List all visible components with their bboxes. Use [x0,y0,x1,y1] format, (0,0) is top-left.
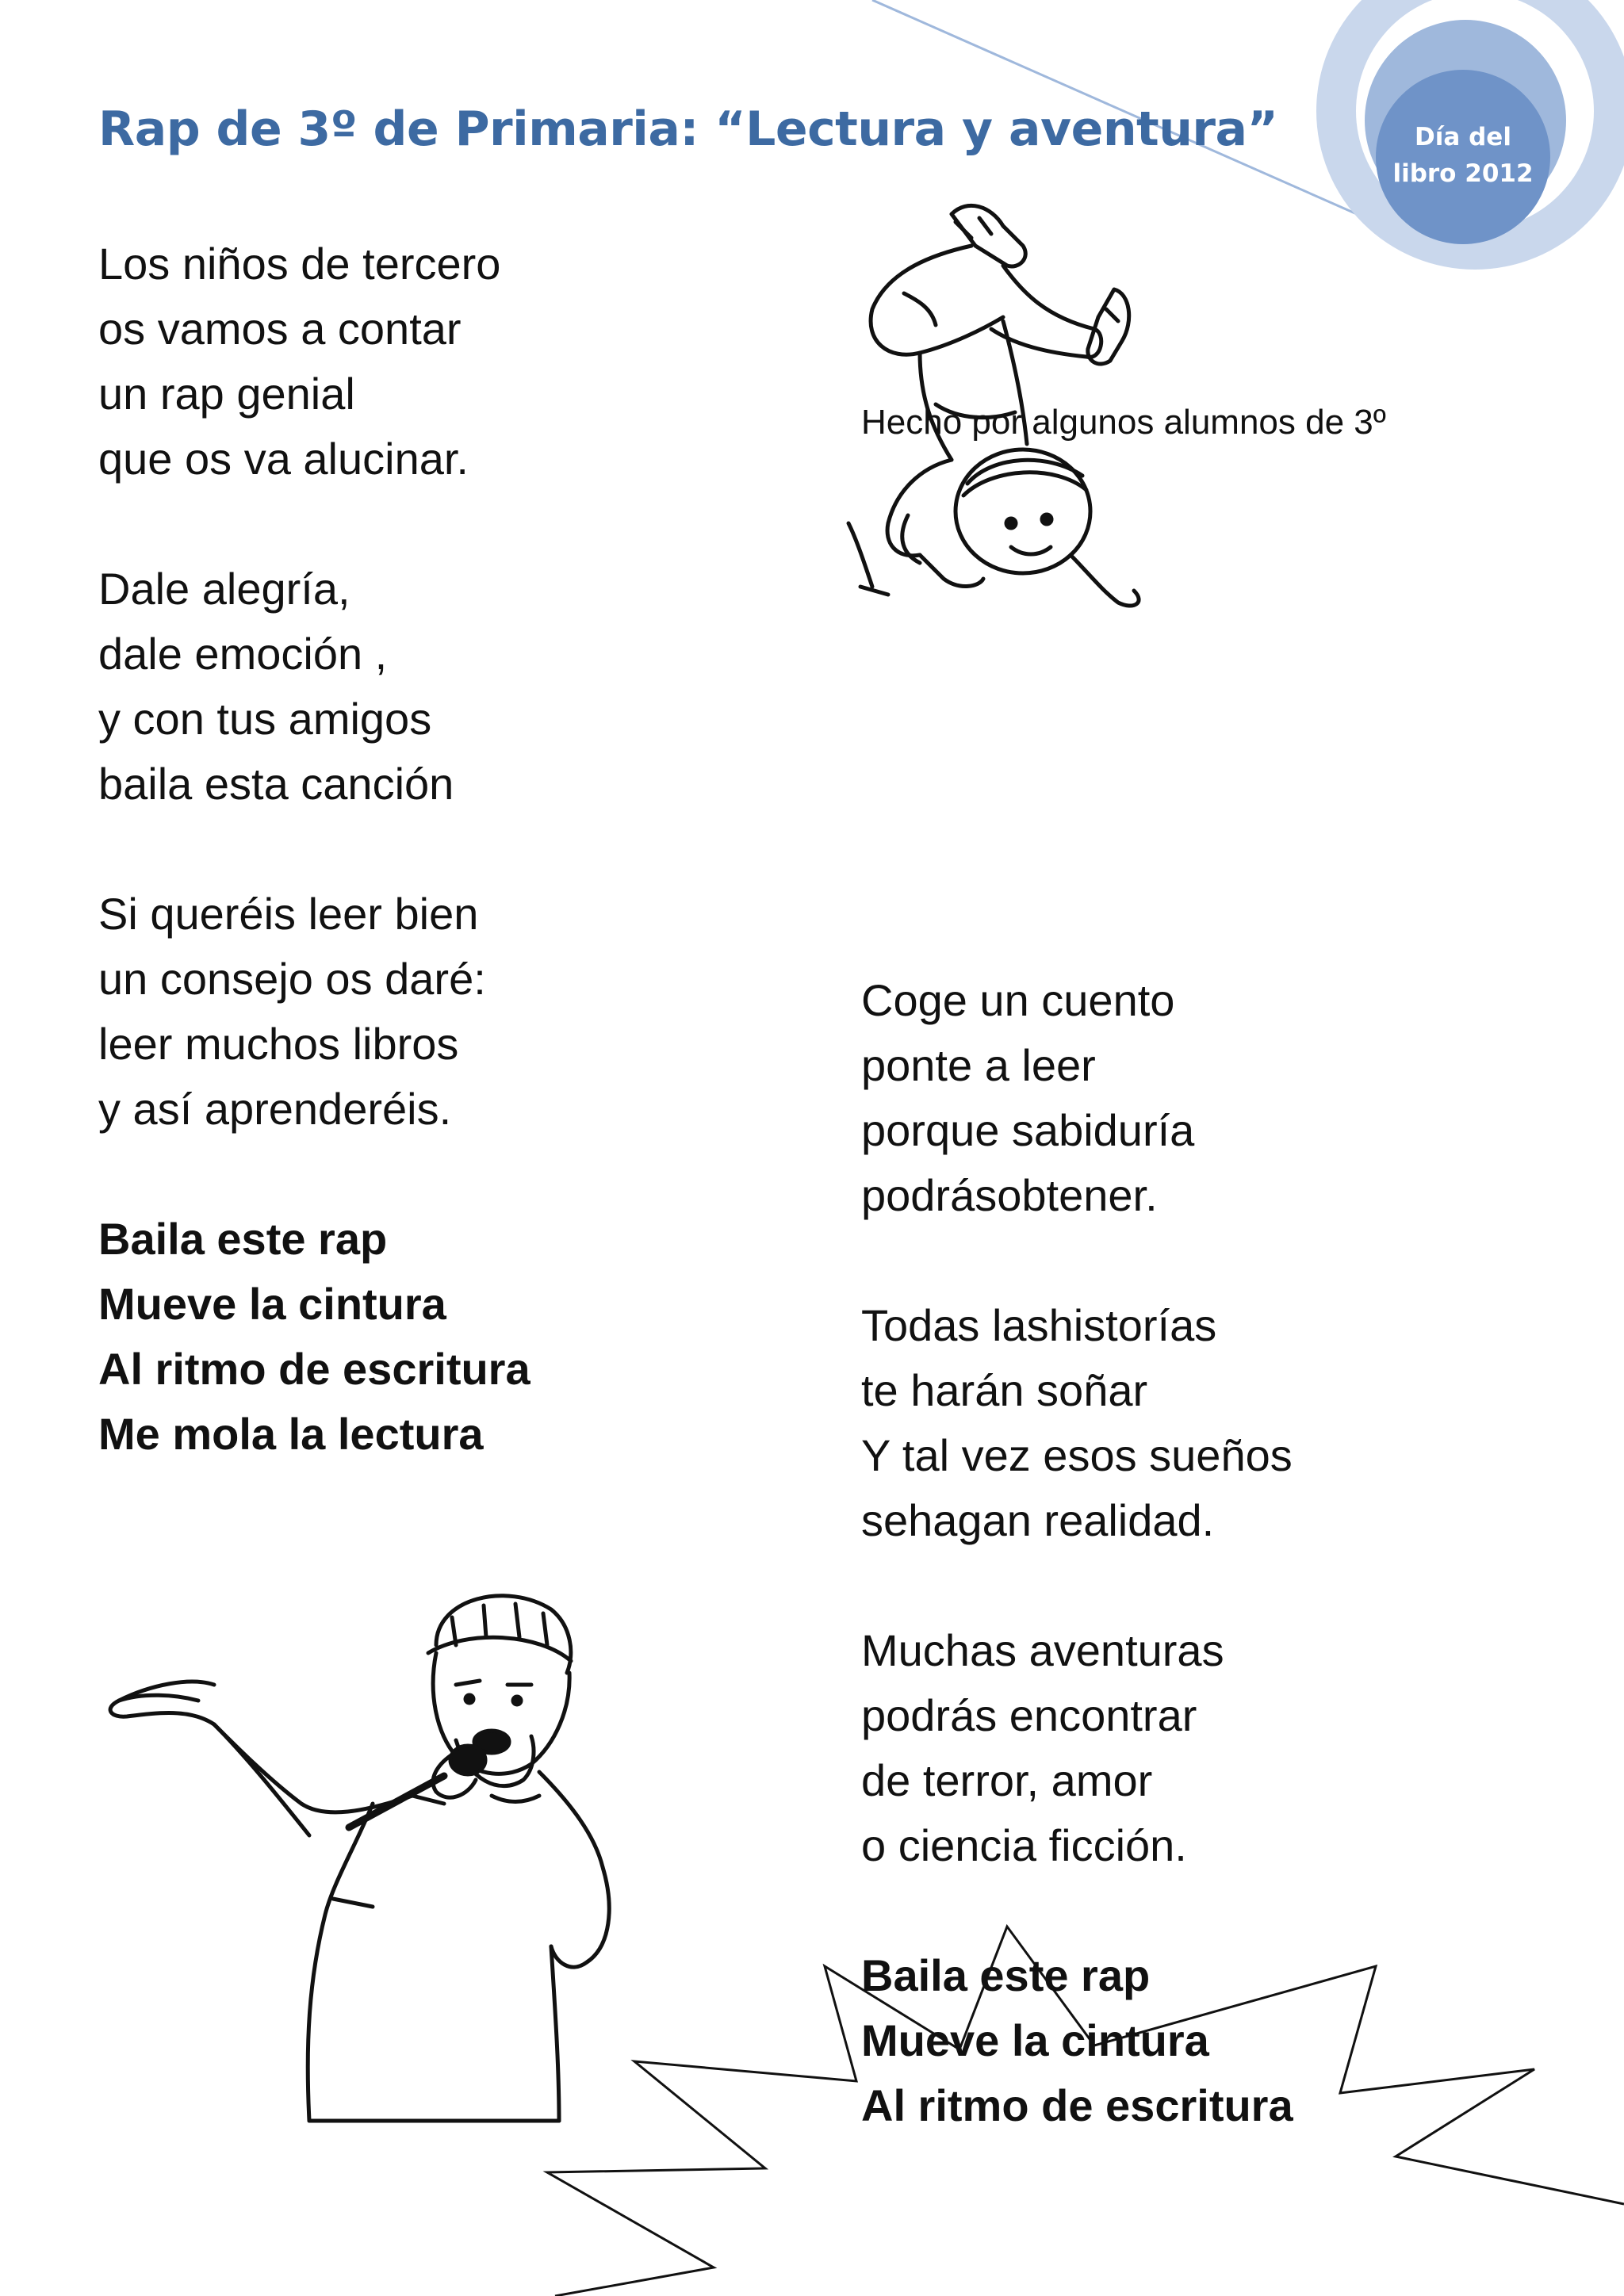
verse-line: que os va alucinar. [98,434,469,484]
right-column [861,968,1575,2138]
left-column [98,232,812,1467]
verse-line: leer muchos libros [98,1019,459,1069]
stanza [861,1293,1575,1553]
chorus-stanza [98,1207,812,1467]
rapper-with-microphone-illustration-icon [95,1566,650,2152]
page-title: Rap de 3º de Primaria: “Lectura y aventura” [98,101,1278,157]
verse-line: un rap genial [98,369,355,419]
stanza [861,1618,1575,1878]
verse-line: de terror, amor [861,1755,1153,1805]
verse-line: baila esta canción [98,759,454,809]
verse-line: Los niños de tercero [98,239,501,289]
chorus-line: Baila este rap [861,1950,1151,2000]
verse-line: sehagan realidad. [861,1495,1215,1545]
verse-line: te harán soñar [861,1365,1148,1415]
stanza [861,968,1575,1228]
verse-line: dale emoción , [98,629,388,679]
badge-line-2: libro 2012 [1392,159,1534,188]
chorus-line: Me mola la lectura [98,1409,484,1459]
verse-line: podrásobtener. [861,1170,1158,1220]
caption: Hecho por algunos alumnos de 3º [861,403,1386,442]
verse-line: y con tus amigos [98,694,432,744]
stanza [98,232,812,492]
verse-line: os vamos a contar [98,304,462,354]
badge-line-1: Día del [1415,123,1511,151]
verse-line: Muchas aventuras [861,1625,1224,1675]
verse-line: un consejo os daré: [98,954,486,1004]
chorus-line: Mueve la cintura [98,1279,446,1329]
verse-line: podrás encontrar [861,1690,1197,1740]
stanza [98,557,812,817]
verse-line: Todas lashistorías [861,1300,1217,1350]
verse-line: Coge un cuento [861,975,1175,1025]
chorus-line: Al ritmo de escritura [861,2080,1293,2130]
chorus-line: Baila este rap [98,1214,388,1264]
chorus-line: Mueve la cintura [861,2015,1209,2065]
verse-line: Y tal vez esos sueños [861,1430,1293,1480]
verse-line: ponte a leer [861,1040,1096,1090]
stanza [98,882,812,1142]
verse-line: Dale alegría, [98,564,350,614]
verse-line: porque sabiduría [861,1105,1195,1155]
chorus-stanza [861,1943,1575,2138]
verse-line: Si queréis leer bien [98,889,479,939]
verse-line: o ciencia ficción. [861,1820,1187,1870]
chorus-line: Al ritmo de escritura [98,1344,530,1394]
verse-line: y así aprenderéis. [98,1084,452,1134]
